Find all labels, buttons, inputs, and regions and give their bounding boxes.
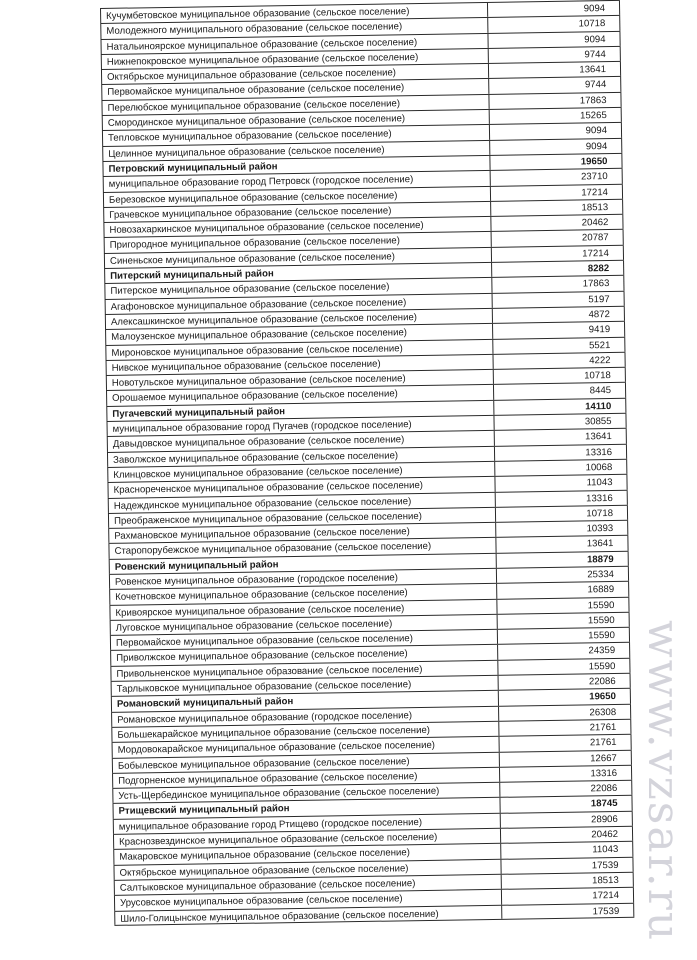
district-name: Пугачевский муниципальный район: [106, 401, 494, 421]
amount-value: 21761: [500, 735, 632, 751]
amount-value: 10068: [495, 460, 627, 476]
municipality-name: Новозахаркинское муниципальное образование (сельское поселение): [103, 217, 491, 237]
amount-value: 15590: [497, 597, 629, 613]
amount-value: 18513: [502, 873, 634, 889]
municipality-name: Смородинское муниципальное образование (сельское поселение): [102, 110, 490, 130]
allocation-table: [100, 0, 634, 926]
municipality-name: Пригородное муниципальное образование (сельское поселение): [104, 232, 492, 252]
municipality-name: Урусовское муниципальное образование (сельское поселение): [114, 890, 502, 910]
amount-value: 18879: [497, 551, 629, 567]
amount-value: 9094: [488, 31, 620, 47]
amount-value: 10718: [494, 368, 626, 384]
district-name: Ртищевский муниципальный район: [113, 798, 501, 818]
amount-value: 9744: [489, 47, 621, 63]
amount-value: 22086: [500, 781, 632, 797]
municipality-name: Подгорненское муниципальное образование (сельское поселение): [112, 768, 500, 788]
municipality-name: Тепловское муниципальное образование (сельское поселение): [102, 125, 490, 145]
amount-value: 13316: [495, 444, 627, 460]
site-watermark: www.vzsar.ru: [638, 620, 689, 943]
municipality-name: Мордовокарайское муниципальное образование (сельское поселение): [112, 737, 500, 757]
municipality-name: Романовское муниципальное образование (городское поселение): [111, 706, 499, 726]
amount-value: 8445: [494, 383, 626, 399]
amount-value: 8282: [492, 261, 624, 277]
amount-value: 11043: [501, 842, 633, 858]
municipality-name: Питерское муниципальное образование (сельское поселение): [104, 278, 492, 298]
amount-value: 18513: [491, 200, 623, 216]
municipality-name: Агафоновское муниципальное образование (сельское поселение): [105, 294, 493, 314]
municipality-name: Натальиноярское муниципальное образование (сельское поселение): [100, 33, 488, 53]
municipality-name: Ровенское муниципальное образование (городское поселение): [109, 569, 497, 589]
municipality-name: Грачевское муниципальное образование (сельское поселение): [103, 202, 491, 222]
amount-value: 5521: [493, 337, 625, 353]
municipality-name: Орошаемое муниципальное образование (сельское поселение): [106, 385, 494, 405]
amount-value: 17539: [502, 903, 634, 918]
amount-value: 25334: [497, 567, 629, 583]
amount-value: 13316: [500, 766, 632, 782]
amount-value: 26308: [499, 704, 631, 720]
municipality-name: Первомайское муниципальное образование (сельское поселение): [101, 79, 489, 99]
municipality-name: Нивское муниципальное образование (сельское поселение): [106, 355, 494, 375]
municipality-name: Краснозвездинское муниципальное образование (сельское поселение): [113, 829, 501, 849]
amount-value: 20787: [492, 230, 624, 246]
district-name: Петровский муниципальный район: [102, 156, 490, 176]
municipality-name: Салтыковское муниципальное образование (сельское поселение): [114, 875, 502, 895]
municipality-name: муниципальное образование город Ртищево (городское поселение): [113, 814, 501, 834]
amount-value: 23710: [491, 169, 623, 185]
amount-value: 9419: [493, 322, 625, 338]
amount-value: 17863: [492, 276, 624, 292]
municipality-name: Нижнепокровское муниципальное образование (сельское поселение): [101, 49, 489, 69]
amount-value: 30855: [494, 414, 626, 430]
municipality-name: Старопорубежское муниципальное образование (сельское поселение): [108, 538, 496, 558]
municipality-name: Клинцовское муниципальное образование (сельское поселение): [107, 462, 495, 482]
municipality-name: Большекарайское муниципальное образование (сельское поселение): [111, 722, 499, 742]
municipality-name: Бобылевское муниципальное образование (сельское поселение): [112, 752, 500, 772]
municipality-name: Октябрьское муниципальное образование (сельское поселение): [101, 64, 489, 84]
municipality-name: Макаровское муниципальное образование (сельское поселение): [113, 844, 501, 864]
municipality-name: Октябрьское муниципальное образование (сельское поселение): [113, 859, 501, 879]
amount-value: 20462: [501, 827, 633, 843]
amount-value: 12667: [500, 750, 632, 766]
municipality-name: муниципальное образование город Пугачев (городское поселение): [107, 416, 495, 436]
amount-value: 15265: [490, 108, 622, 124]
municipality-name: Привольненское муниципальное образование (сельское поселение): [110, 661, 498, 681]
amount-value: 9094: [490, 138, 622, 154]
amount-value: 14110: [494, 399, 626, 415]
municipality-name: Шило-Голицынское муниципальное образование (сельское поселение): [114, 905, 502, 924]
municipality-name: Рахмановское муниципальное образование (сельское поселение): [108, 523, 496, 543]
municipality-name: Давыдовское муниципальное образование (сельское поселение): [107, 431, 495, 451]
municipality-name: Луговское муниципальное образование (сельское поселение): [110, 615, 498, 635]
amount-value: 18745: [500, 796, 632, 812]
municipality-name: Приволжское муниципальное образование (сельское поселение): [110, 645, 498, 665]
district-name: Романовский муниципальный район: [111, 691, 499, 711]
amount-value: 19650: [490, 154, 622, 170]
municipality-name: Новотульское муниципальное образование (сельское поселение): [106, 370, 494, 390]
district-name: Ровенский муниципальный район: [109, 554, 497, 574]
amount-value: 13641: [495, 429, 627, 445]
municipality-name: Надеждинское муниципальное образование (сельское поселение): [108, 492, 496, 512]
amount-value: 22086: [499, 674, 631, 690]
municipality-name: Перелюбское муниципальное образование (сельское поселение): [101, 95, 489, 115]
amount-value: 9094: [488, 1, 620, 17]
municipality-name: Усть-Щербединское муниципальное образование (сельское поселение): [112, 783, 500, 803]
amount-value: 11043: [495, 475, 627, 491]
amount-value: 13641: [489, 62, 621, 78]
municipality-name: Кучумбетовское муниципальное образование (сельское поселение): [100, 3, 488, 23]
amount-value: 17214: [491, 184, 623, 200]
amount-value: 10393: [496, 521, 628, 537]
amount-value: 15590: [498, 613, 630, 629]
municipality-name: Тарлыковское муниципальное образование (сельское поселение): [111, 676, 499, 696]
amount-value: 17863: [489, 93, 621, 109]
amount-value: 17214: [502, 888, 634, 904]
amount-value: 13316: [496, 490, 628, 506]
amount-value: 4872: [493, 307, 625, 323]
amount-value: 10718: [496, 506, 628, 522]
amount-value: 9744: [489, 77, 621, 93]
amount-value: 13641: [496, 536, 628, 552]
municipality-name: Березовское муниципальное образование (сельское поселение): [103, 186, 491, 206]
municipality-name: Мироновское муниципальное образование (сельское поселение): [105, 339, 493, 359]
municipality-name: Малоузенское муниципальное образование (сельское поселение): [105, 324, 493, 344]
amount-value: 16889: [497, 582, 629, 598]
municipality-name: муниципальное образование город Петровск (городское поселение): [103, 171, 491, 191]
municipality-name: Краснореченское муниципальное образование (сельское поселение): [107, 477, 495, 497]
amount-value: 4222: [493, 353, 625, 369]
amount-value: 5197: [493, 291, 625, 307]
municipality-name: Первомайское муниципальное образование (сельское поселение): [110, 630, 498, 650]
municipality-name: Преображенское муниципальное образование (сельское поселение): [108, 508, 496, 528]
amount-value: 19650: [499, 689, 631, 705]
municipality-name: Синеньское муниципальное образование (сельское поселение): [104, 248, 492, 268]
amount-value: 24359: [498, 643, 630, 659]
municipality-name: Заволжское муниципальное образование (сельское поселение): [107, 446, 495, 466]
municipality-name: Кривоярское муниципальное образование (сельское поселение): [109, 599, 497, 619]
district-name: Питерский муниципальный район: [104, 263, 492, 283]
amount-value: 20462: [491, 215, 623, 231]
amount-value: 10718: [488, 16, 620, 32]
amount-value: 9094: [490, 123, 622, 139]
municipality-name: Молодежного муниципального образование (сельское поселение): [100, 18, 488, 38]
municipality-name: Кочетновское муниципальное образование (сельское поселение): [109, 584, 497, 604]
amount-value: 17539: [501, 857, 633, 873]
municipality-name: Алексашкинское муниципальное образование (сельское поселение): [105, 309, 493, 329]
amount-value: 17214: [492, 246, 624, 262]
amount-value: 15590: [498, 659, 630, 675]
amount-value: 15590: [498, 628, 630, 644]
municipality-name: Целинное муниципальное образование (сельское поселение): [102, 141, 490, 161]
amount-value: 21761: [499, 720, 631, 736]
amount-value: 28906: [501, 811, 633, 827]
